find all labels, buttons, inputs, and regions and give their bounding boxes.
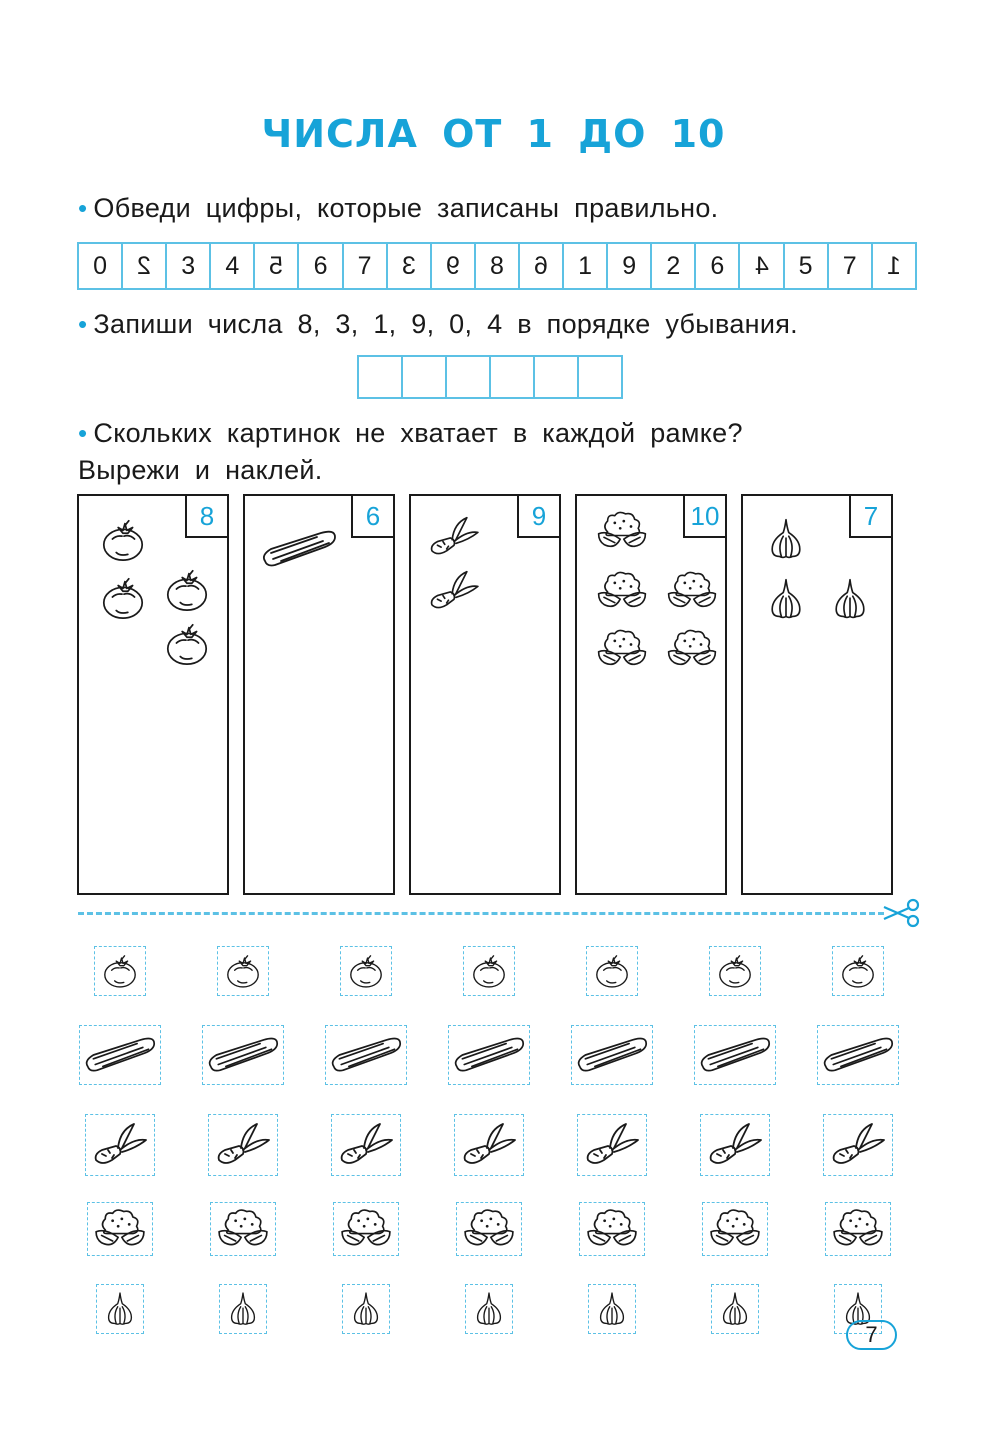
digit: 1 [886, 251, 901, 280]
tomato-icon [839, 952, 877, 990]
picture-frame[interactable] [409, 494, 561, 895]
digit-cell[interactable] [785, 244, 829, 288]
bullet: • [78, 193, 88, 223]
cutout-tomato[interactable] [94, 946, 146, 996]
digit-cell[interactable] [344, 244, 388, 288]
carrot-icon [423, 568, 485, 614]
digit: 7 [842, 251, 857, 280]
picture-frame[interactable] [243, 494, 395, 895]
carrot-icon [705, 1120, 765, 1170]
carrot-icon [213, 1120, 273, 1170]
digit: 9 [622, 251, 637, 280]
digit: 6 [710, 251, 725, 280]
cucumber-icon [82, 1031, 158, 1079]
garlic-icon [827, 576, 873, 622]
cutout-tomato[interactable] [217, 946, 269, 996]
carrot-icon [336, 1120, 396, 1170]
garlic-icon [593, 1289, 631, 1329]
task-2 [78, 306, 798, 343]
cutout-garlic[interactable] [342, 1284, 390, 1334]
page-title: ЧИСЛА ОТ 1 ДО 10 [261, 112, 726, 156]
digit-cell[interactable] [299, 244, 343, 288]
cauliflower-icon [92, 1206, 148, 1252]
digit-cell[interactable] [829, 244, 873, 288]
tomato-icon [347, 952, 385, 990]
digit: 2 [666, 251, 681, 280]
digit-cell[interactable] [520, 244, 564, 288]
answer-cell[interactable] [535, 357, 579, 397]
answer-cell[interactable] [491, 357, 535, 397]
digit: 0 [93, 251, 107, 280]
cucumber-icon [451, 1031, 527, 1079]
cutout-garlic[interactable] [96, 1284, 144, 1334]
answer-cell[interactable] [579, 357, 621, 397]
cutout-cucumber[interactable] [79, 1025, 161, 1085]
digit-cell[interactable] [388, 244, 432, 288]
digit: 6 [534, 251, 548, 280]
cutout-tomato[interactable] [463, 946, 515, 996]
frame-number: 7 [849, 494, 893, 538]
cutout-cucumber[interactable] [325, 1025, 407, 1085]
cucumber-icon [697, 1031, 773, 1079]
digit-cell[interactable] [255, 244, 299, 288]
cutout-carrot[interactable] [331, 1114, 401, 1176]
cutout-cauliflower[interactable] [87, 1202, 153, 1256]
digit-strip [77, 242, 917, 290]
tomato-icon [593, 952, 631, 990]
cauliflower-icon [595, 508, 649, 554]
cucumber-icon [328, 1031, 404, 1079]
cucumber-icon [205, 1031, 281, 1079]
tomato-icon [99, 574, 147, 622]
cutout-cauliflower[interactable] [702, 1202, 768, 1256]
cutout-cucumber[interactable] [202, 1025, 284, 1085]
cutout-carrot[interactable] [85, 1114, 155, 1176]
cutout-garlic[interactable] [711, 1284, 759, 1334]
digit-cell[interactable] [873, 244, 915, 288]
cauliflower-icon [595, 626, 649, 672]
picture-frame[interactable] [575, 494, 727, 895]
carrot-icon [828, 1120, 888, 1170]
frame-number: 10 [683, 494, 727, 538]
cutout-cucumber[interactable] [817, 1025, 899, 1085]
garlic-icon [763, 576, 809, 622]
cutout-carrot[interactable] [454, 1114, 524, 1176]
cauliflower-icon [665, 568, 719, 614]
digit-cell[interactable] [696, 244, 740, 288]
tomato-icon [163, 620, 211, 668]
frame-number: 8 [185, 494, 229, 538]
cauliflower-icon [595, 568, 649, 614]
digit-cell[interactable] [652, 244, 696, 288]
cutout-cauliflower[interactable] [456, 1202, 522, 1256]
cutout-carrot[interactable] [700, 1114, 770, 1176]
digit-cell[interactable] [123, 244, 167, 288]
picture-frame[interactable] [741, 494, 893, 895]
task-3-line-1: Скольких картинок не хватает в каждой рамке? [93, 418, 743, 448]
garlic-icon [101, 1289, 139, 1329]
carrot-icon [423, 514, 485, 560]
cutout-cauliflower[interactable] [579, 1202, 645, 1256]
task-1 [78, 190, 718, 227]
cutout-tomato[interactable] [586, 946, 638, 996]
cutout-cucumber[interactable] [448, 1025, 530, 1085]
cut-line [78, 912, 884, 915]
garlic-icon [716, 1289, 754, 1329]
cauliflower-icon [338, 1206, 394, 1252]
tomato-icon [470, 952, 508, 990]
cauliflower-icon [830, 1206, 886, 1252]
digit: 7 [357, 251, 372, 280]
cutout-cucumber[interactable] [571, 1025, 653, 1085]
answer-cell[interactable] [403, 357, 447, 397]
digit: 4 [225, 251, 240, 280]
cutout-garlic[interactable] [465, 1284, 513, 1334]
garlic-icon [470, 1289, 508, 1329]
cucumber-icon [574, 1031, 650, 1079]
digit: 6 [313, 251, 328, 280]
garlic-icon [224, 1289, 262, 1329]
cutout-carrot[interactable] [577, 1114, 647, 1176]
digit-cell[interactable] [608, 244, 652, 288]
tomato-icon [224, 952, 262, 990]
carrot-icon [90, 1120, 150, 1170]
frame-number: 6 [351, 494, 395, 538]
digit-cell[interactable] [79, 244, 123, 288]
scissors-icon [880, 898, 922, 928]
cutout-cucumber[interactable] [694, 1025, 776, 1085]
cutout-tomato[interactable] [709, 946, 761, 996]
bullet: • [78, 418, 88, 448]
digit-cell[interactable] [432, 244, 476, 288]
digit-cell[interactable] [167, 244, 211, 288]
garlic-icon [347, 1289, 385, 1329]
task-2-text: Запиши числа 8, 3, 1, 9, 0, 4 в порядке убывания. [93, 309, 798, 339]
cutout-tomato[interactable] [832, 946, 884, 996]
cutout-garlic[interactable] [219, 1284, 267, 1334]
cucumber-icon [259, 522, 339, 576]
tomato-icon [716, 952, 754, 990]
answer-cell[interactable] [359, 357, 403, 397]
tomato-icon [163, 566, 211, 614]
answer-boxes [357, 355, 623, 399]
cucumber-icon [820, 1031, 896, 1079]
digit: 2 [137, 251, 152, 280]
task-1-text: Обведи цифры, которые записаны правильно. [93, 193, 719, 223]
digit: 5 [798, 251, 813, 280]
digit-cell[interactable] [211, 244, 255, 288]
task-3-line-2: Вырежи и наклей. [78, 455, 323, 485]
digit: 3 [181, 251, 196, 280]
task-3 [78, 415, 743, 489]
cauliflower-icon [665, 626, 719, 672]
digit: 3 [401, 251, 416, 280]
digit: 4 [754, 251, 769, 280]
digit-cell[interactable] [476, 244, 520, 288]
digit: 8 [489, 251, 504, 280]
cauliflower-icon [215, 1206, 271, 1252]
cauliflower-icon [461, 1206, 517, 1252]
digit: 9 [445, 251, 460, 280]
cauliflower-icon [707, 1206, 763, 1252]
cutout-cauliflower[interactable] [333, 1202, 399, 1256]
digit: 5 [269, 251, 284, 280]
cauliflower-icon [584, 1206, 640, 1252]
carrot-icon [582, 1120, 642, 1170]
digit-cell[interactable] [564, 244, 608, 288]
carrot-icon [459, 1120, 519, 1170]
cutout-tomato[interactable] [340, 946, 392, 996]
cutout-cauliflower[interactable] [825, 1202, 891, 1256]
page-number: 7 [846, 1320, 897, 1350]
answer-cell[interactable] [447, 357, 491, 397]
picture-frame[interactable] [77, 494, 229, 895]
digit-cell[interactable] [740, 244, 784, 288]
cutout-carrot[interactable] [208, 1114, 278, 1176]
tomato-icon [101, 952, 139, 990]
cutout-garlic[interactable] [588, 1284, 636, 1334]
tomato-icon [99, 516, 147, 564]
bullet: • [78, 309, 88, 339]
garlic-icon [763, 516, 809, 562]
frame-number: 9 [517, 494, 561, 538]
cutout-cauliflower[interactable] [210, 1202, 276, 1256]
digit: 1 [578, 251, 593, 280]
cutout-carrot[interactable] [823, 1114, 893, 1176]
